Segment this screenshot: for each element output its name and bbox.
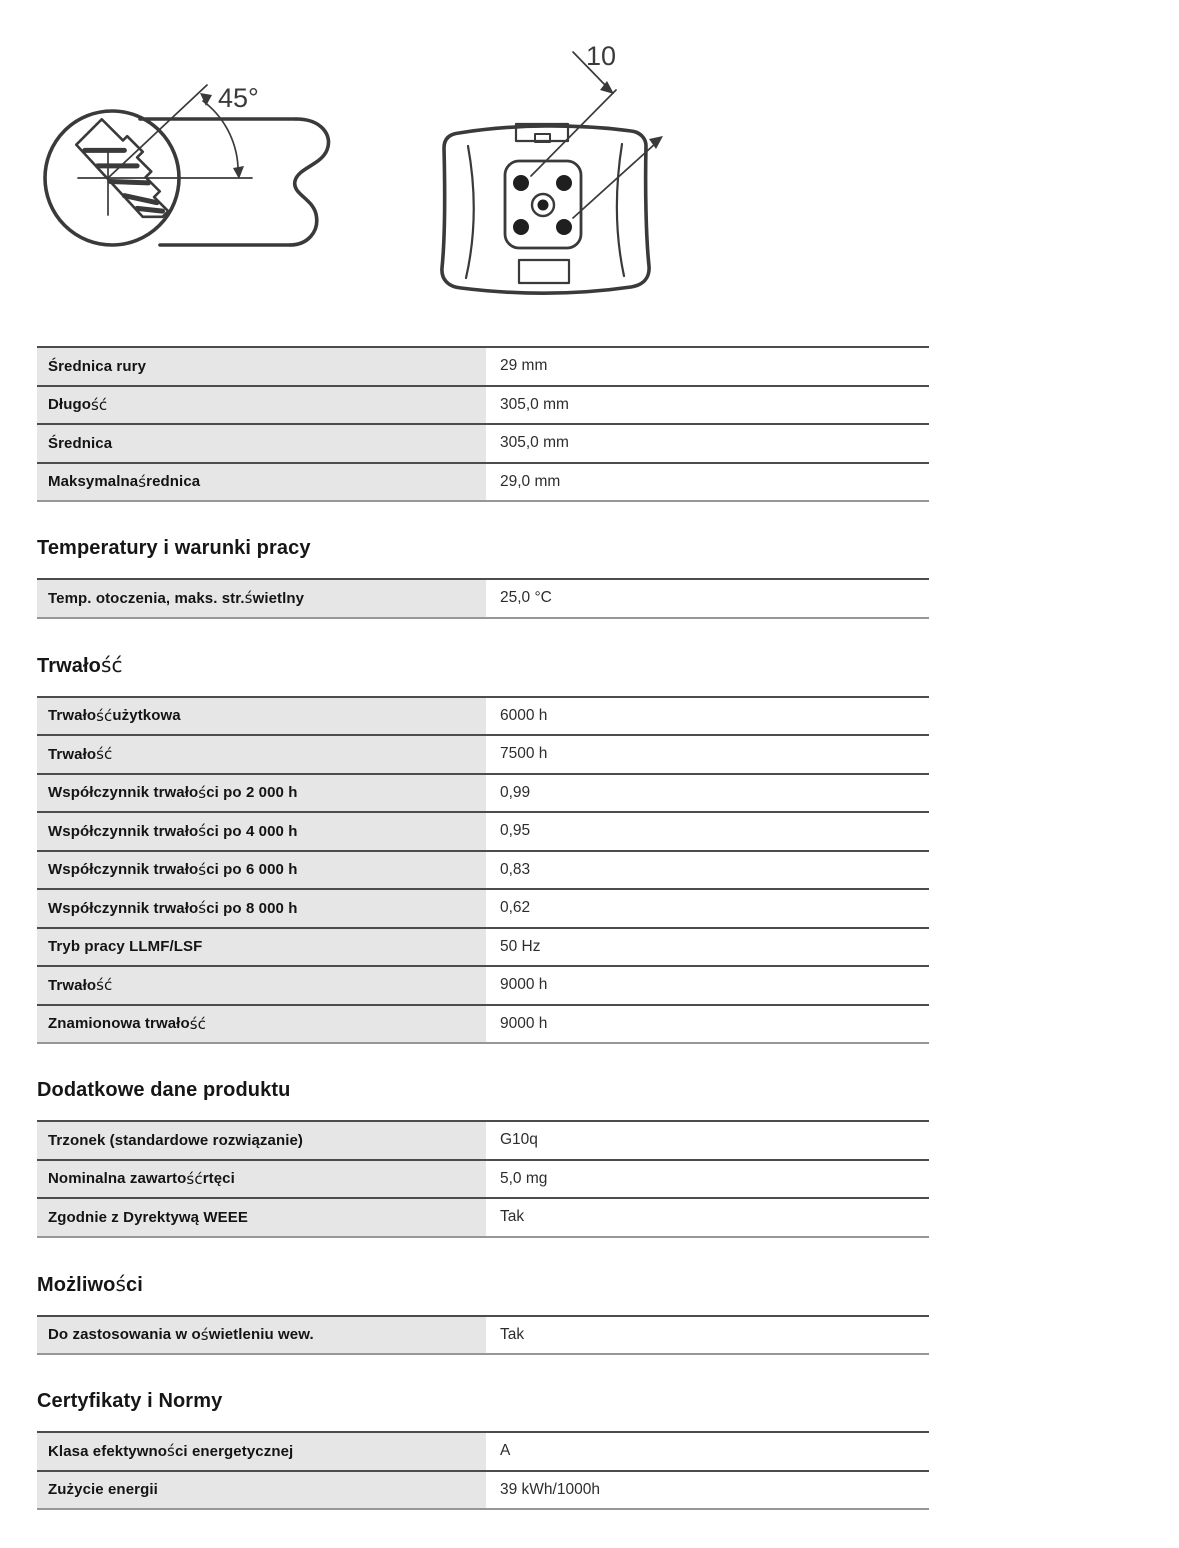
spec-label: Maksymalna ś rednica [37,464,486,501]
table-row [37,464,929,503]
spec-value: G10q [486,1122,929,1159]
pin-top-left [513,175,529,191]
spec-sections [37,346,929,1510]
spec-label: Do zastosowania w o ś wietleniu wew. [37,1317,486,1354]
spec-label: Temp. otoczenia, maks. str. ś wietlny [37,580,486,617]
spec-label: Współczynnik trwało ś ci po 8 000 h [37,890,486,927]
pin-bottom-left [513,219,529,235]
table-row [37,348,929,387]
arc-arrowhead-top [200,93,212,106]
spec-value: Tak [486,1199,929,1236]
spec-table [37,578,929,619]
spec-label: Klasa efektywno ś ci energetycznej [37,1433,486,1470]
spec-value: 0,62 [486,890,929,927]
section-heading: Certyfikaty i Normy [37,1390,223,1412]
table-row [37,387,929,426]
tube-break-curve [290,119,329,245]
spec-label: Współczynnik trwało ś ci po 6 000 h [37,852,486,889]
spec-section [37,1078,929,1238]
spec-table [37,1315,929,1356]
spec-label: Tryb pracy LLMF/LSF [37,929,486,966]
spec-label: Długo ś ć [37,387,486,424]
hatched-wedge [73,115,185,227]
spec-label: Średnica rury [37,348,486,385]
table-row [37,1317,929,1356]
table-row [37,775,929,814]
spec-section [37,346,929,502]
section-heading: Dodatkowe dane produktu [37,1079,291,1101]
table-row [37,1006,929,1045]
spec-table [37,1431,929,1510]
spec-value: 6000 h [486,698,929,735]
spec-value: 29 mm [486,348,929,385]
lamp-base-drawing [435,38,675,300]
spec-value: 5,0 mg [486,1161,929,1198]
spec-label: Nominalna zawarto ś ć rtęci [37,1161,486,1198]
spec-value: 305,0 mm [486,425,929,462]
spec-value: 39 kWh/1000h [486,1472,929,1509]
spec-table [37,1120,929,1238]
table-row [37,698,929,737]
center-hole [538,200,549,211]
technical-drawings [37,0,1179,306]
table-row [37,1199,929,1238]
spec-table [37,696,929,1045]
spec-label: Zużycie energii [37,1472,486,1509]
angle-label: 45° [218,83,259,113]
section-heading: Trwałość [37,652,123,677]
arc-arrowhead-bottom [233,166,244,179]
spec-label: Zgodnie z Dyrektywą WEEE [37,1199,486,1236]
table-row [37,813,929,852]
spec-section [37,1389,929,1510]
table-row [37,967,929,1006]
table-row [37,580,929,619]
bottom-notch [519,260,569,283]
spec-value: 29,0 mm [486,464,929,501]
spec-value: 50 Hz [486,929,929,966]
spec-section [37,536,929,619]
section-heading: Możliwości [37,1271,143,1296]
table-row [37,1161,929,1200]
table-row [37,890,929,929]
pin-top-right [556,175,572,191]
spec-value: 0,95 [486,813,929,850]
spec-label: Trzonek (standardowe rozwiązanie) [37,1122,486,1159]
spec-label: Współczynnik trwało ś ci po 2 000 h [37,775,486,812]
table-row [37,1472,929,1511]
spec-value: 0,83 [486,852,929,889]
table-row [37,1122,929,1161]
section-heading: Temperatury i warunki pracy [37,537,311,559]
spec-section [37,1272,929,1356]
spec-label: Znamionowa trwało ś ć [37,1006,486,1043]
spec-label: Trwało ś ć [37,736,486,773]
spec-value: A [486,1433,929,1470]
tube-45deg-drawing [40,75,340,261]
spec-value: 0,99 [486,775,929,812]
spec-value: 9000 h [486,967,929,1004]
table-row [37,929,929,968]
spec-table [37,346,929,502]
base-right-curve [617,144,624,276]
spec-label: Średnica [37,425,486,462]
spec-value: 25,0 °C [486,580,929,617]
table-row [37,852,929,891]
spec-label: Trwało ś ć [37,967,486,1004]
dimension-label: 10 [586,41,617,71]
angle-leader-line [108,85,207,178]
spec-value: 7500 h [486,736,929,773]
spec-section [37,653,929,1045]
spec-label: Współczynnik trwało ś ci po 4 000 h [37,813,486,850]
spec-value: 305,0 mm [486,387,929,424]
edge-leader [573,143,656,218]
spec-value: Tak [486,1317,929,1354]
spec-label: Trwało ś ć użytkowa [37,698,486,735]
table-row [37,425,929,464]
base-left-curve [466,146,474,278]
table-row [37,736,929,775]
spec-value: 9000 h [486,1006,929,1043]
table-row [37,1433,929,1472]
pin-bottom-right [556,219,572,235]
